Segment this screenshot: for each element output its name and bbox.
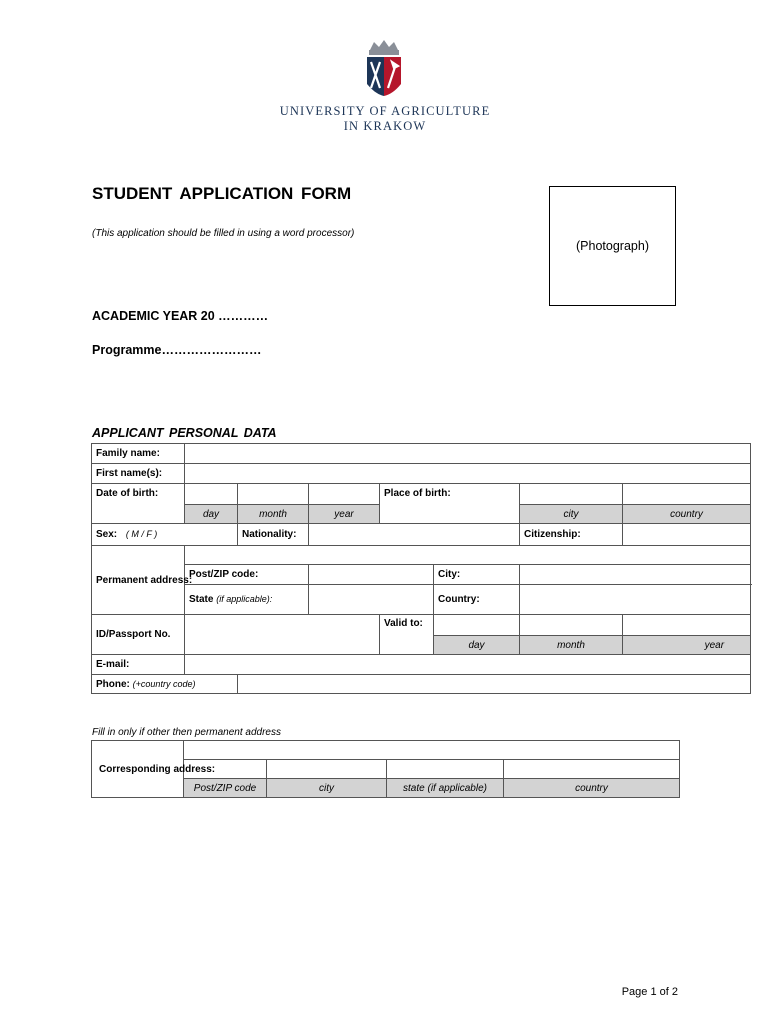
first-names-label: First name(s): [92, 464, 185, 484]
corr-country-caption: country [504, 779, 680, 798]
form-subtitle: (This application should be filled in using a word processor) [92, 228, 355, 239]
corresponding-address-table [91, 740, 680, 798]
post-zip-input[interactable] [309, 565, 434, 585]
dob-year-input[interactable] [309, 484, 380, 505]
state-note: (if applicable): [216, 594, 273, 604]
phone-input[interactable] [238, 675, 751, 694]
family-name-label: Family name: [92, 444, 185, 464]
valid-year-caption: year [623, 636, 751, 655]
dob-year-caption: year [309, 505, 380, 524]
first-names-input[interactable] [185, 464, 751, 484]
family-name-input[interactable] [185, 444, 751, 464]
valid-day-input[interactable] [434, 615, 520, 636]
valid-month-caption: month [520, 636, 623, 655]
dob-day-caption: day [185, 505, 238, 524]
city-label: City: [434, 565, 520, 585]
email-input[interactable] [185, 655, 751, 675]
sex-label [92, 524, 238, 546]
nationality-label: Nationality: [238, 524, 309, 546]
phone-note: (+country code) [132, 678, 196, 689]
valid-day-caption: day [434, 636, 520, 655]
dob-day-input[interactable] [185, 484, 238, 505]
citizenship-input[interactable] [623, 524, 751, 546]
permanent-address-label: Permanent address: [92, 546, 185, 615]
valid-to-label: Valid to: [380, 615, 434, 655]
id-passport-input[interactable] [185, 615, 380, 655]
post-zip-label: Post/ZIP code: [185, 565, 309, 585]
academic-year-field[interactable]: ACADEMIC YEAR 20 ………… [92, 309, 269, 323]
corresponding-address-label: Corresponding address: [92, 741, 184, 798]
personal-data-table [91, 443, 751, 694]
country-label: Country: [434, 585, 520, 615]
corresponding-address-input[interactable] [184, 741, 680, 760]
phone-label [92, 675, 238, 694]
valid-year-input[interactable] [623, 615, 751, 636]
corr-country-input[interactable] [504, 760, 680, 779]
state-label-text: State [189, 594, 214, 605]
permanent-address-input[interactable] [185, 546, 751, 565]
programme-field[interactable]: Programme…………………… [92, 343, 262, 357]
valid-month-input[interactable] [520, 615, 623, 636]
university-name-line1: UNIVERSITY OF AGRICULTURE [279, 104, 491, 118]
email-label: E-mail: [92, 655, 185, 675]
birth-city-input[interactable] [520, 484, 623, 505]
state-input[interactable] [309, 585, 434, 615]
city-input[interactable] [520, 565, 751, 585]
corresponding-note: Fill in only if other then permanent address [92, 727, 281, 738]
state-label [185, 585, 309, 615]
phone-label-text: Phone: [96, 678, 130, 690]
page-number: Page 1 of 2 [621, 986, 678, 998]
id-passport-label: ID/Passport No. [92, 615, 185, 655]
corr-city-input[interactable] [267, 760, 387, 779]
corr-state-caption: state (if applicable) [387, 779, 504, 798]
corr-city-caption: city [267, 779, 387, 798]
birth-country-caption: country [623, 505, 751, 524]
date-of-birth-label: Date of birth: [92, 484, 185, 524]
form-title: STUDENT APPLICATION FORM [92, 184, 352, 203]
sex-label-text: Sex: [96, 529, 118, 540]
citizenship-label: Citizenship: [520, 524, 623, 546]
country-input[interactable] [520, 585, 751, 615]
sex-options: ( M / F ) [125, 529, 158, 539]
university-crest-icon [358, 40, 410, 102]
corr-state-input[interactable] [387, 760, 504, 779]
birth-city-caption: city [520, 505, 623, 524]
university-name-line2: IN KRAKOW [343, 119, 427, 133]
nationality-input[interactable] [309, 524, 520, 546]
dob-month-caption: month [238, 505, 309, 524]
section-title-personal-data: APPLICANT PERSONAL DATA [92, 426, 277, 440]
photograph-label: (Photograph) [576, 239, 649, 253]
dob-month-input[interactable] [238, 484, 309, 505]
birth-country-input[interactable] [623, 484, 751, 505]
corr-post-zip-caption: Post/ZIP code [184, 779, 267, 798]
photograph-box[interactable] [549, 186, 676, 306]
place-of-birth-label: Place of birth: [380, 484, 520, 524]
